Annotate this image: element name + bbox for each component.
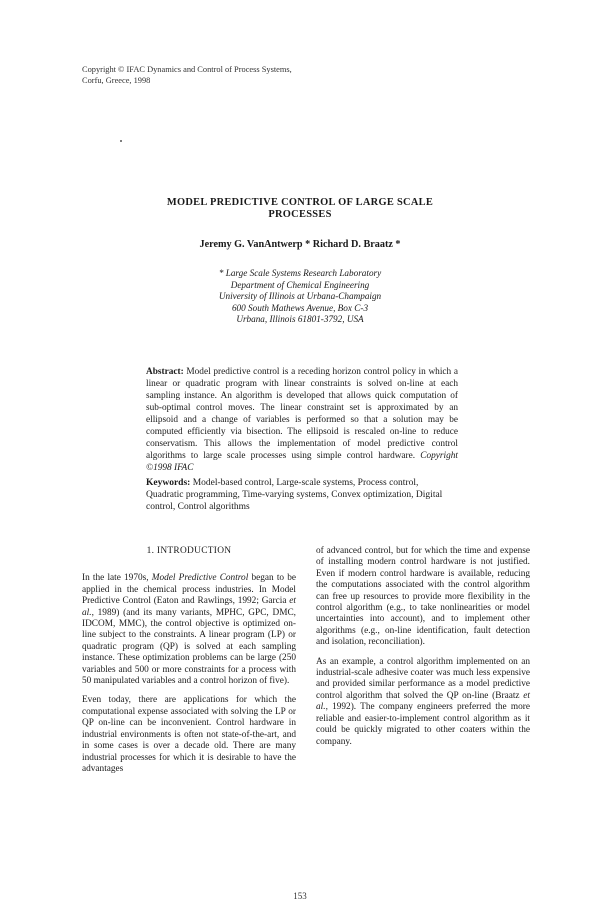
affiliation-line: Urbana, Illinois 61801-3792, USA xyxy=(236,314,364,324)
scan-speck xyxy=(120,140,122,142)
copyright-line-1: Copyright © IFAC Dynamics and Control of Process Systems, xyxy=(82,65,292,74)
copyright-notice xyxy=(82,64,342,86)
paper-title xyxy=(130,197,470,221)
affiliation-line: 600 South Mathews Avenue, Box C-3 xyxy=(231,302,369,313)
paragraph xyxy=(82,573,296,687)
section-heading: 1. INTRODUCTION xyxy=(146,546,232,556)
title-line-2: PROCESSES xyxy=(268,209,332,220)
keywords xyxy=(146,477,458,514)
text-run: In the late 1970s, xyxy=(82,573,152,584)
affiliation-line: * Large Scale Systems Research Laboratory xyxy=(218,268,382,278)
text-run: began to be applied in the chemical process industries. In Model Predictive Control (Eaton and Rawlings, 1992; Garcia xyxy=(82,573,296,607)
text-run: , 1992). The company engineers preferred the more reliable and easier-to-implement control algorithm as it could be quickly migrated to other coaters within the company. xyxy=(316,702,530,747)
abstract-text: Model predictive control is a receding horizon control policy in which a linear or quadratic program with linear constraints is solved on-line at each sampling instance. An algorithm is developed that allows quick computation of sub-optimal control moves. The linear constraint set is approximated by an ellipsoid and a change of variables is performed so that a solution may be computed efficiently via bisection. The ellipsoid is rescaled on-line to reduce conservatism. This allows the implementation of model predictive control algorithms to large scale processes using simple control hardware. xyxy=(146,367,458,461)
paragraph: of advanced control, but for which the time and expense of installing modern control hardware is not justified. Even if modern control hardware is available, reducing the computations associated with the control algorithm can free up resources to provide more flexibility in the control algorithm (e.g., to take nonlinearities or model uncertainties into account), and to implement other algorithms (e.g., on-line identification, fault detection and isolation, reconciliation). xyxy=(316,546,530,648)
text-run: , 1989) (and its many variants, MPHC, GPC, DMC, IDCOM, MMC), the control objective is optimized on-line subject to the constraints. A linear program (LP) or quadratic program (QP) is solved at each sampling instance. These optimization problems can be large (250 variables and 500 or more constraints for a process with 50 manipulated variables and a control horizon of five). xyxy=(82,607,296,687)
keywords-label: Keywords: xyxy=(146,478,191,488)
text-run-italic: Model Predictive Control xyxy=(151,573,249,584)
affiliation-line: University of Illinois at Urbana-Champaign xyxy=(218,291,382,301)
affiliation xyxy=(130,268,470,326)
keywords-text: Model-based control, Large-scale systems, Process control, Quadratic programming, Time-varying systems, Convex optimization, Digital control, Control algorithms xyxy=(146,478,443,513)
abstract-copyright: Copyright ©1998 IFAC xyxy=(146,451,458,473)
right-column xyxy=(316,546,530,756)
abstract xyxy=(146,366,458,474)
left-column xyxy=(82,546,296,783)
paragraph xyxy=(316,657,530,748)
copyright-line-2: Corfu, Greece, 1998 xyxy=(82,76,151,85)
title-line-1: MODEL PREDICTIVE CONTROL OF LARGE SCALE xyxy=(166,197,434,208)
affiliation-line: Department of Chemical Engineering xyxy=(230,279,370,290)
paragraph: Even today, there are applications for which the computational expense associated with solving the LP or QP on-line can be inconvenient. Control hardware in industrial environments is often not state-of-the-art, and in some cases is over a decade old. There are many industrial processes for which it is desirable to have the advantages xyxy=(82,695,296,774)
abstract-label: Abstract: xyxy=(146,367,184,377)
text-run-italic: et al. xyxy=(316,690,530,713)
text-run-italic: et al. xyxy=(82,596,296,618)
page-number: 153 xyxy=(293,891,307,901)
text-run: As an example, a control algorithm implemented on an industrial-scale adhesive coater was much less expensive and provided similar performance as a model predictive control algorithm that solved the QP on-line (Braatz xyxy=(316,656,530,701)
authors: Jeremy G. VanAntwerp * Richard D. Braatz * xyxy=(199,239,401,250)
